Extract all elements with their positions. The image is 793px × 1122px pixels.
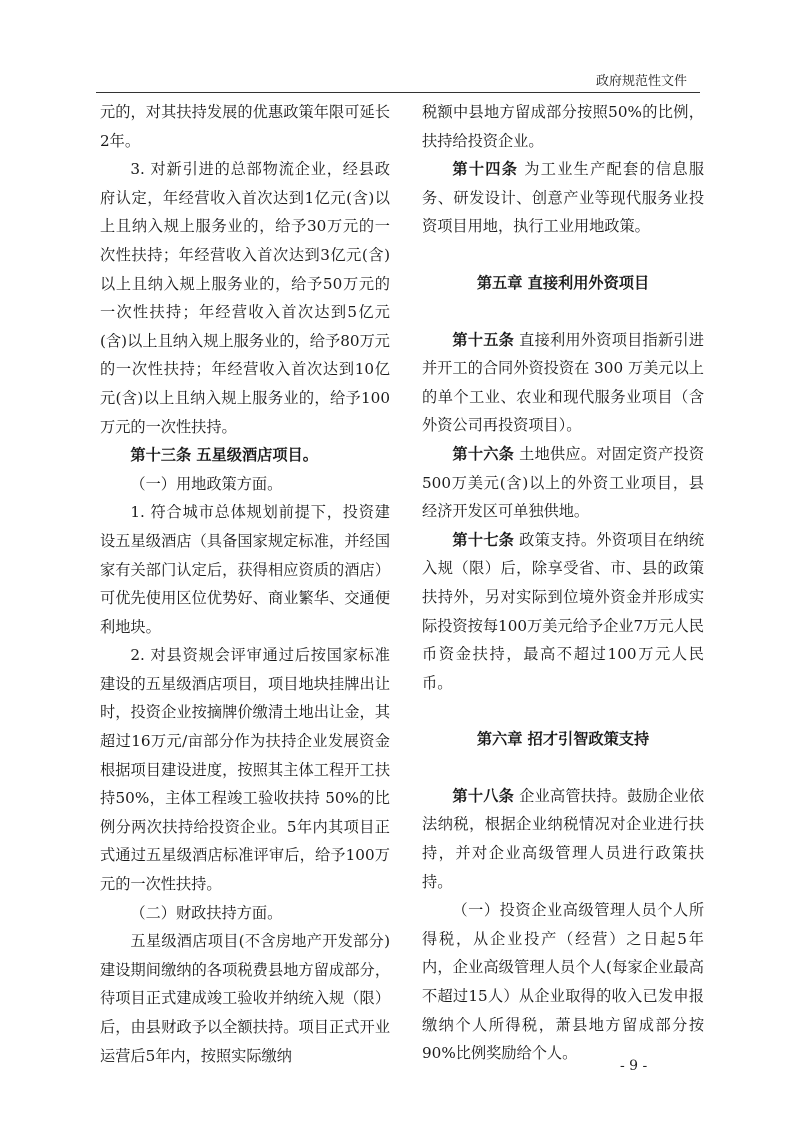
- article-title: 五星级酒店项目。: [191, 446, 318, 465]
- article-number: 第十五条: [452, 330, 515, 349]
- article-body: 为工业生产配套的信息服务、研发设计、创意产业等现代服务业投资项目用地，执行工业用地政策。: [422, 160, 705, 236]
- document-category-label: 政府规范性文件: [595, 74, 687, 89]
- article-17: [422, 526, 704, 698]
- right-column: [422, 98, 704, 1068]
- article-number: 第十四条: [452, 160, 519, 179]
- article-13-heading: [100, 441, 390, 470]
- chapter-heading: 第六章 招才引智政策支持: [476, 730, 650, 749]
- paragraph: 2. 对县资规会评审通过后按国家标准建设的五星级酒店项目，项目地块挂牌出让时，投资企业按摘牌价缴清土地出让金，其超过16万元/亩部分作为扶持企业发展资金根据项目建设进度，按照其主体工程开工扶持50%，主体工程竣工验收扶持 50%的比例分两次扶持给投资企业。5年内其项目正式通过五星级酒店标准评审后，给予100万元的一次性扶持。: [100, 646, 390, 894]
- article-body: 直接利用外资项目指新引进并开工的合同外资投资在 300 万美元以上的单个工业、农业和现代服务业项目（含外资公司再投资项目）。: [422, 330, 705, 435]
- article-number: 第十三条: [130, 446, 192, 465]
- article-15: [422, 326, 704, 440]
- section-title: （一）用地政策方面。: [130, 474, 283, 493]
- section-title: （二）财政扶持方面。: [130, 903, 283, 922]
- paragraph: 元的，对其扶持发展的优惠政策年限可延长2年。: [100, 103, 390, 150]
- header-divider: [96, 92, 700, 93]
- article-number: 第十七条: [452, 530, 515, 549]
- paragraph: 五星级酒店项目(不含房地产开发部分)建设期间缴纳的各项税费县地方留成部分，待项目正式建成竣工验收并纳统入规（限）后，由县财政予以全额扶持。项目正式开业运营后5年内，按照实际缴纳: [100, 932, 390, 1065]
- article-18: [422, 782, 704, 896]
- chapter-heading: 第五章 直接利用外资项目: [476, 273, 650, 292]
- paragraph: 3. 对新引进的总部物流企业，经县政府认定，年经营收入首次达到1亿元(含)以上且纳入规上服务业的，给予30万元的一次性扶持；年经营收入首次达到3亿元(含)以上且纳入规上服务业的，给予50万元的一次性扶持；年经营收入首次达到5亿元(含)以上且纳入规上服务业的，给予80万元的一次性扶持；年经营收入首次达到10亿元(含)以上且纳入规上服务业的，给予100万元的一次性扶持。: [100, 160, 390, 436]
- article-body: 政策支持。外资项目在纳统入规（限）后，除享受省、市、县的政策扶持外，另对实际到位境外资金并形成实际投资按每100万美元给予企业7万元人民币资金扶持，最高不超过100万元人民币。: [422, 530, 705, 692]
- left-column: [100, 98, 390, 1070]
- article-body: 企业高管扶持。鼓励企业依法纳税，根据企业纳税情况对企业进行扶持，并对企业高级管理人员进行政策扶持。: [422, 786, 705, 891]
- paragraph: （一）投资企业高级管理人员个人所得税，从企业投产（经营）之日起5年内，企业高级管理人员个人(每家企业最高不超过15人）从企业取得的收入已发申报缴纳个人所得税，萧县地方留成部分按90%比例奖励给个人。: [422, 901, 704, 1063]
- article-body: 土地供应。对固定资产投资500万美元(含)以上的外资工业项目，县经济开发区可单独供地。: [422, 444, 705, 521]
- page-number: - 9 -: [620, 1058, 648, 1074]
- article-14: [422, 155, 704, 241]
- paragraph: 1. 符合城市总体规划前提下，投资建设五星级酒店（具备国家规定标准，并经国家有关部门认定后，获得相应资质的酒店）可优先使用区位优势好、商业繁华、交通便利地块。: [100, 503, 390, 636]
- article-number: 第十六条: [452, 444, 515, 463]
- article-number: 第十八条: [452, 786, 515, 805]
- paragraph: 税额中县地方留成部分按照50%的比例，扶持给投资企业。: [422, 103, 704, 150]
- article-16: [422, 440, 704, 526]
